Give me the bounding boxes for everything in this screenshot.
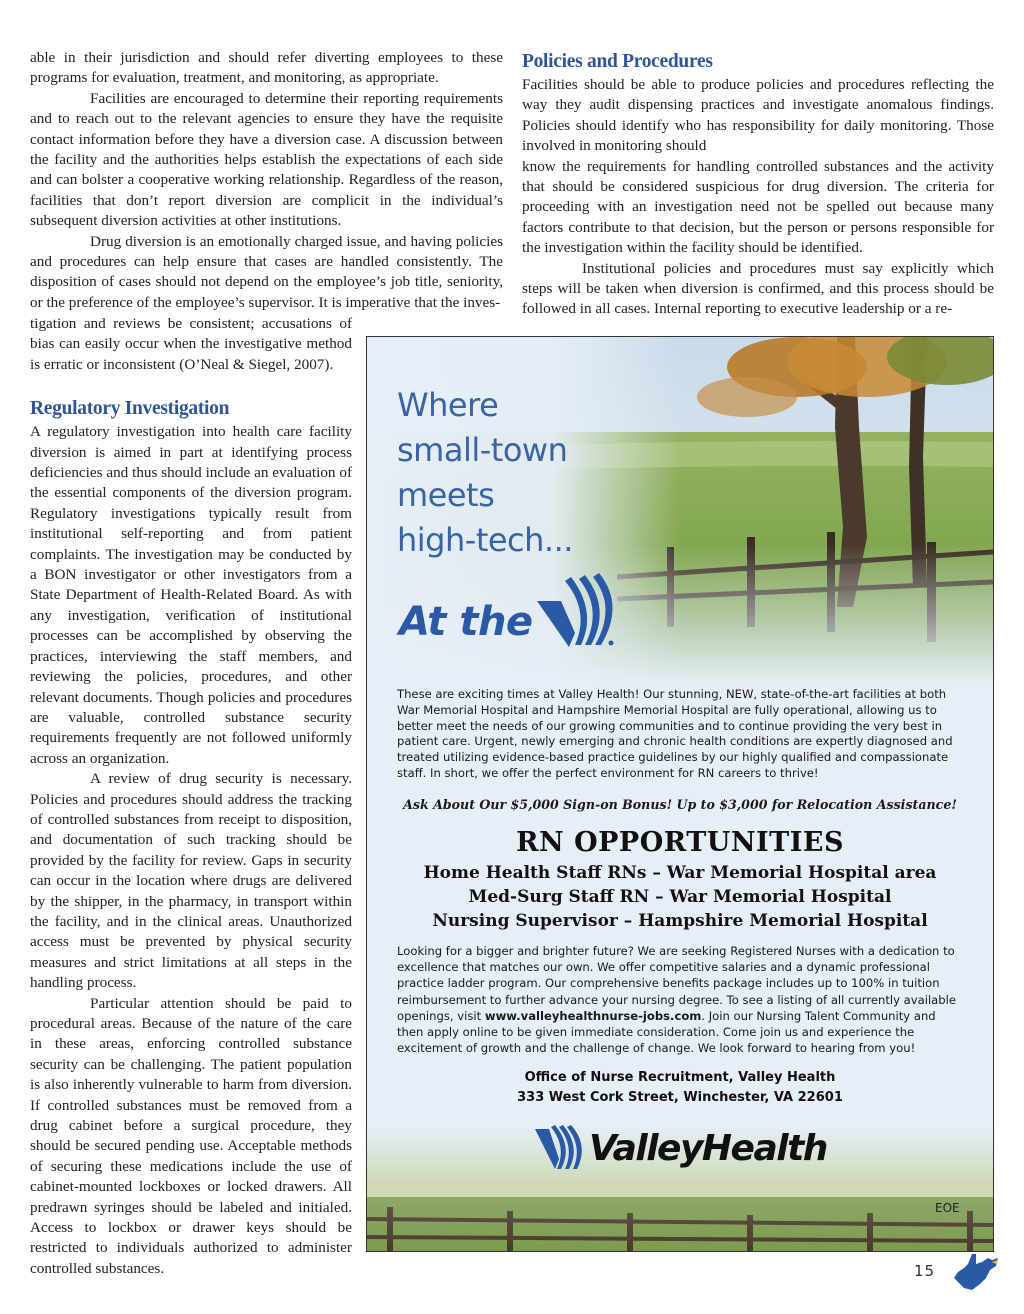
paragraph: A review of drug security is necessary. Policies and procedures should address the tracking of controlled substances from receipt to disposition, and documentation of such tracking should be provided by the facility for review. Gaps in security can occur in the location where drugs are delivered by the shipper, in the pharmacy, in transport within the facility, and in the clinical areas. Unauthorized access must be prevented by physical security measures and strict limitations at all steps in the handling process.	[30, 770, 352, 992]
valley-health-v-icon	[535, 1125, 585, 1171]
paragraph: know the requirements for handling controlled substances and the activity that should be considered suspicious for drug diversion. The criteria for proceeding with an investigation need not be spelled out because many factors contribute to that decision, but the person or persons responsible for the investigation within the facility should be identified.	[522, 157, 994, 257]
valley-v-logo-icon	[535, 571, 625, 651]
paragraph: Drug diversion is an emotionally charged issue, and having policies and procedures can help ensure that cases are handled consistently. The disposition of cases should not depend on the employee’s job title, seniority, or the preference of the employee’s supervisor. It is imperative that the inves-	[30, 232, 503, 311]
headline-line: high-tech...	[397, 521, 573, 559]
left-column-bottom	[30, 314, 352, 1279]
ad-body-text	[397, 943, 963, 1056]
headline-line: small-town	[397, 431, 568, 469]
ad-intro-text: These are exciting times at Valley Health! Our stunning, NEW, state-of-the-art facilities at both War Memorial Hospital and Hampshire Memorial Hospital are fully operational, allowing us to better meet the needs of our growing communities and to continue providing the very best in patient care. Urgent, newly emerging and chronic health conditions are expertly diagnosed and treated utilizing evidence-based practice guidelines by our highly qualified and compassionate staff. In short, we offer the perfect environment for RN careers to thrive!	[397, 687, 953, 780]
headline-line: meets	[397, 476, 495, 514]
countryside-photo	[367, 337, 993, 683]
bonus-callout: Ask About Our $5,000 Sign-on Bonus! Up to $3,000 for Relocation Assistance!	[403, 797, 957, 812]
eoe-label: EOE	[935, 1201, 960, 1215]
west-virginia-state-icon	[952, 1252, 1000, 1292]
careers-url-link[interactable]: www.valleyhealthnurse-jobs.com	[484, 1008, 702, 1023]
at-the-text: At the	[399, 599, 533, 645]
position-item: Home Health Staff RNs – War Memorial Hospital area	[423, 863, 937, 883]
ad-body-part: Looking for a bigger and brighter future? We are seeking Registered Nurses with a dedication to excellence that matches our own. We offer competitive salaries and a dynamic professional practice ladder program. Our comprehensive benefits package includes up to 100% in tuition reimbursement to further advance your nursing degree. To see a listing of all currently available openings, visit	[397, 944, 956, 1023]
valley-health-wordmark: ValleyHealth	[589, 1127, 827, 1169]
valley-health-logo	[535, 1123, 827, 1173]
section-heading-policies: Policies and Procedures	[522, 51, 713, 72]
paragraph: Particular attention should be paid to procedural areas. Because of the nature of the care in these areas, enforcing controlled substance security can be challenging. The patient population is also inherently vulnerable to harm from diversion. If controlled substances must be removed from a drug cabinet before a surgical procedure, they should be secured pending use. Acceptable methods of securing these medications include the use of cabinet-mounted lockboxes or locked drawers. All predrawn syringes should be labeled and initialed. Access to lockbox or drawer keys should be restricted to individuals authorized to administer controlled substances.	[30, 994, 352, 1277]
position-list	[367, 861, 993, 933]
paragraph: Facilities are encouraged to determine their reporting requirements and to reach out to the relevant agencies to ensure they have the requisite contact information before they have a diversion case. A discussion between the facility and the authorities helps establish the expectations of each side and can bolster a cooperative working relationship. Regardless of the reason, facilities that don’t report diversion are complicit in the individual’s subsequent diversion activities at other institutions.	[30, 89, 503, 230]
valley-health-advertisement	[366, 336, 994, 1252]
recruitment-address	[367, 1068, 993, 1108]
ad-body-part: . Join our Nursing Talent Community and then apply online to be given immediate consideration. Come join us and experience the excitement of growth and the challenge of change. We look forward to hearing from you!	[397, 1008, 936, 1056]
section-heading-regulatory: Regulatory Investigation	[30, 398, 230, 420]
right-column-top	[522, 48, 994, 320]
paragraph: able in their jurisdiction and should refer diverting employees to these programs for evaluation, treatment, and monitoring, as appropriate.	[30, 49, 503, 87]
position-item: Med-Surg Staff RN – War Memorial Hospital	[468, 887, 892, 907]
headline-line: Where	[397, 386, 499, 424]
paragraph: tigation and reviews be consistent; accusations of bias can easily occur when the investigative method is erratic or inconsistent (O’Neal & Siegel, 2007).	[30, 315, 352, 373]
ad-headline	[397, 383, 573, 563]
left-column-top	[30, 48, 503, 313]
paragraph: A regulatory investigation into health care facility diversion is aimed in part at identifying process deficiencies and thus should include an evaluation of the essential components of the diversion program. Regulatory investigations typically result from institutional self-reporting and from patient complaints. The investigation may be conducted by a BON investigator or other investigators from a State Department of Health-Related Board. As with any investigation, verification of institutional processes can be accomplished by observing the practices, interviewing the staff members, and reviewing the policies, procedures, and other relevant documents. Though policies and procedures are valuable, controlled substance security requirements frequently are not followed uniformly across an organization.	[30, 423, 352, 767]
contact-line: 333 West Cork Street, Winchester, VA 22601	[517, 1090, 843, 1105]
paragraph: Facilities should be able to produce policies and procedures reflecting the way they audit dispensing practices and investigate anomalous findings. Policies should identify who has responsibility for daily monitoring. Those involved in monitoring should	[522, 76, 994, 155]
contact-line: Office of Nurse Recruitment, Valley Health	[524, 1070, 836, 1085]
position-item: Nursing Supervisor – Hampshire Memorial Hospital	[432, 911, 928, 931]
page-number: 15	[914, 1262, 936, 1280]
paragraph: Institutional policies and procedures must say explicitly which steps will be taken when diversion is confirmed, and this process should be followed in all cases. Internal reporting to executive leadership or a re-	[522, 259, 994, 318]
rn-opportunities-title: RN OPPORTUNITIES	[516, 827, 844, 858]
